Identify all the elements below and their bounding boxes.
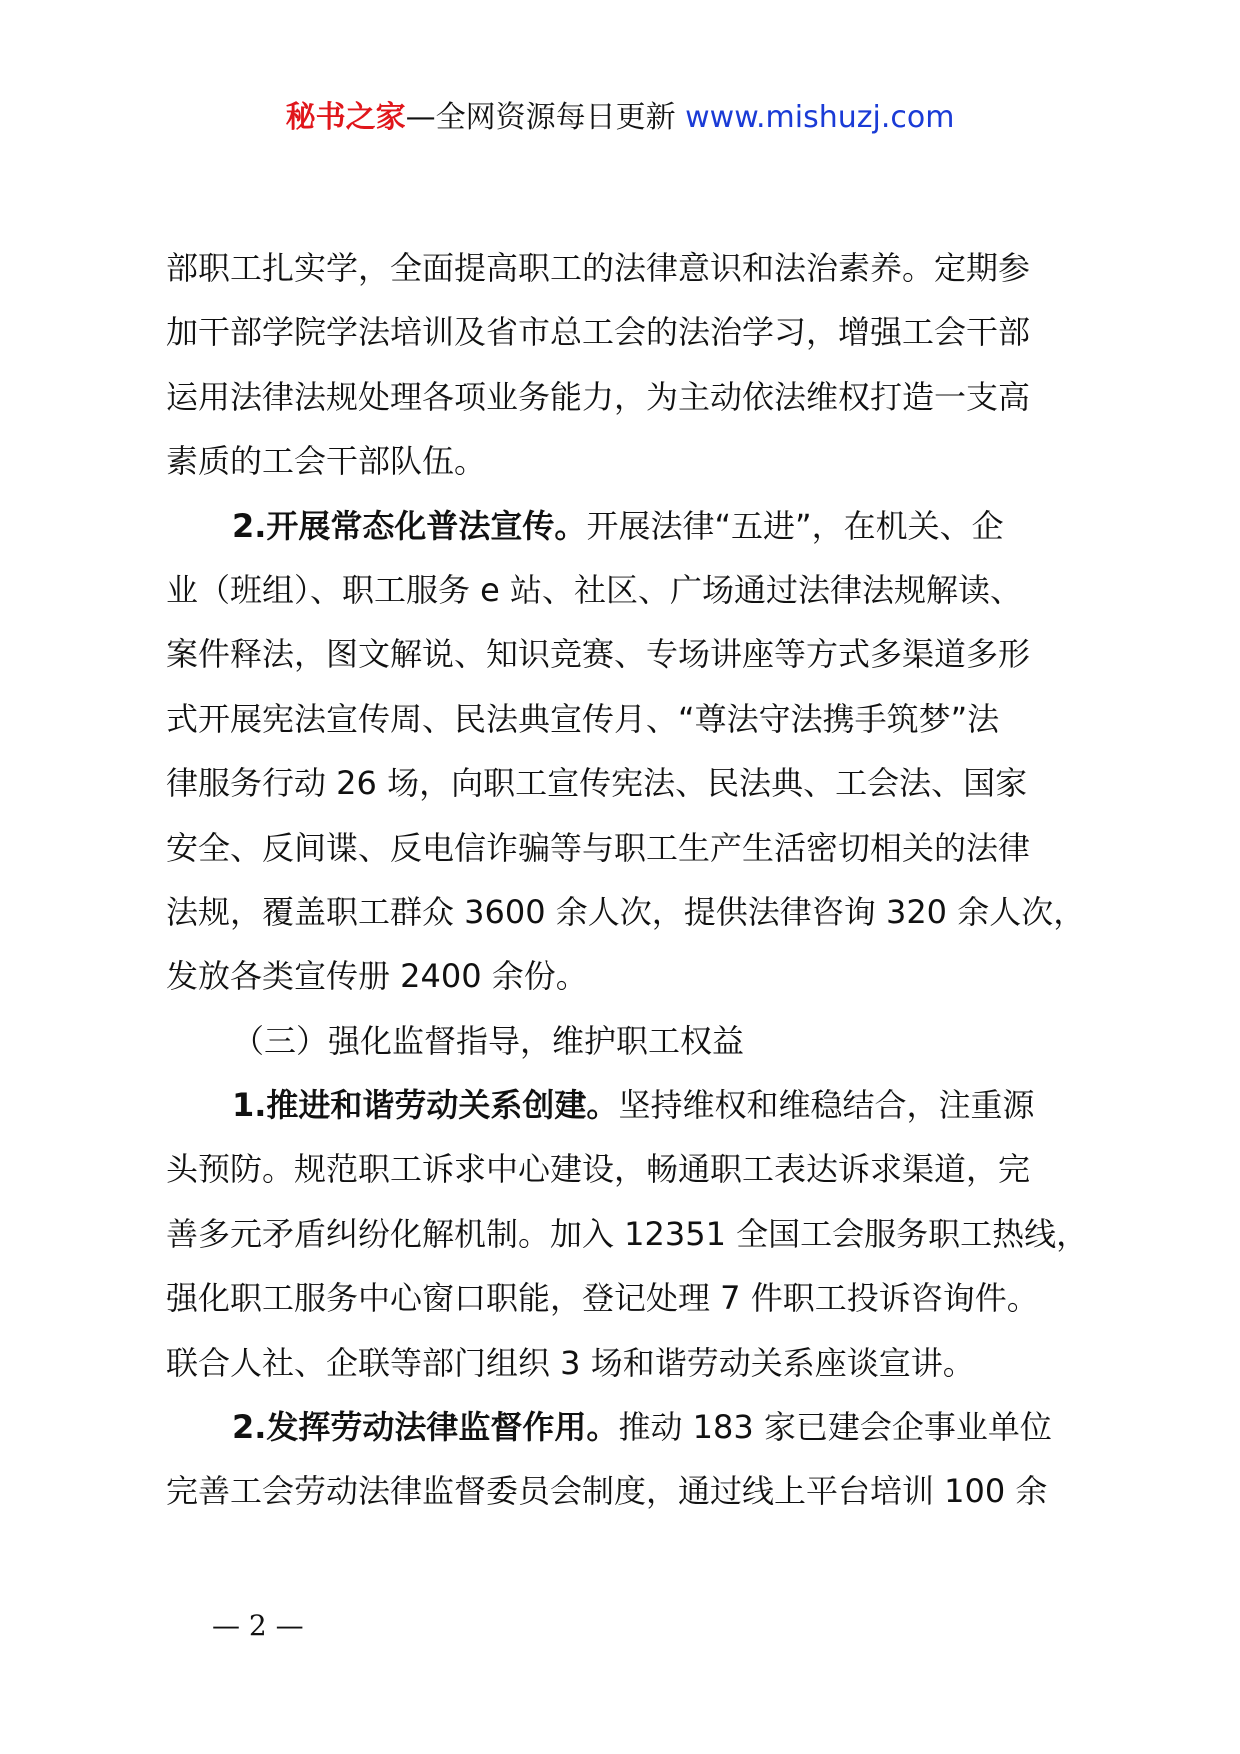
banner-brand: 秘书之家 (285, 100, 406, 135)
banner-url-link[interactable]: www.mishuzj.com (685, 100, 955, 135)
text-line: 完善工会劳动法律监督委员会制度，通过线上平台培训 100 余 (166, 1472, 1048, 1511)
text-line: 式开展宪法宣传周、民法典宣传月、“尊法守法携手筑梦”法 (166, 699, 1000, 738)
text-line: 案件释法，图文解说、知识竞赛、专场讲座等方式多渠道多形 (166, 635, 1031, 674)
site-banner (0, 96, 1240, 140)
document-body (166, 236, 1106, 1524)
text-line: 律服务行动 26 场，向职工宣传宪法、民法典、工会法、国家 (166, 764, 1028, 803)
text-line: 安全、反间谍、反电信诈骗等与职工生产生活密切相关的法律 (166, 828, 1031, 867)
text-line: 联合人社、企联等部门组织 3 场和谐劳动关系座谈宣讲。 (166, 1343, 975, 1382)
text-line: 善多元矛盾纠纷化解机制。加入 12351 全国工会服务职工热线， (166, 1214, 1089, 1253)
paragraph-heading: 2.开展常态化普法宣传。 (232, 506, 587, 545)
banner-slogan: —全网资源每日更新 (405, 100, 676, 135)
paragraph-first-line (166, 494, 1106, 558)
text-line: 发放各类宣传册 2400 余份。 (166, 957, 588, 996)
page-number: — 2 — (212, 1609, 304, 1642)
text-line: 素质的工会干部队伍。 (166, 442, 487, 481)
section-heading: （三）强化监督指导，维护职工权益 (232, 1021, 745, 1060)
paragraph-text: 推动 183 家已建会企事业单位 (618, 1408, 1052, 1447)
paragraph-heading: 1.推进和谐劳动关系创建。 (232, 1086, 619, 1125)
text-line: 部职工扎实学，全面提高职工的法律意识和法治素养。定期参 (166, 249, 1031, 287)
text-line: 头预防。规范职工诉求中心建设，畅通职工表达诉求渠道，完 (166, 1150, 1031, 1189)
paragraph-first-line (166, 1395, 1106, 1459)
text-line: 法规，覆盖职工群众 3600 余人次，提供法律咨询 320 余人次， (166, 892, 1086, 931)
text-line: 加干部学院学法培训及省市总工会的法治学习，增强工会干部 (166, 313, 1031, 352)
text-line: 业（班组）、职工服务 e 站、社区、广场通过法律法规解读、 (166, 570, 1023, 609)
paragraph-first-line (166, 1073, 1106, 1137)
text-line: 运用法律法规处理各项业务能力，为主动依法维权打造一支高 (166, 377, 1031, 416)
paragraph-heading: 2.发挥劳动法律监督作用。 (232, 1408, 619, 1447)
paragraph-text: 开展法律“五进”，在机关、企 (586, 506, 1004, 545)
text-line: 强化职工服务中心窗口职能，登记处理 7 件职工投诉咨询件。 (166, 1279, 1039, 1318)
paragraph-text: 坚持维权和维稳结合，注重源 (618, 1086, 1035, 1125)
